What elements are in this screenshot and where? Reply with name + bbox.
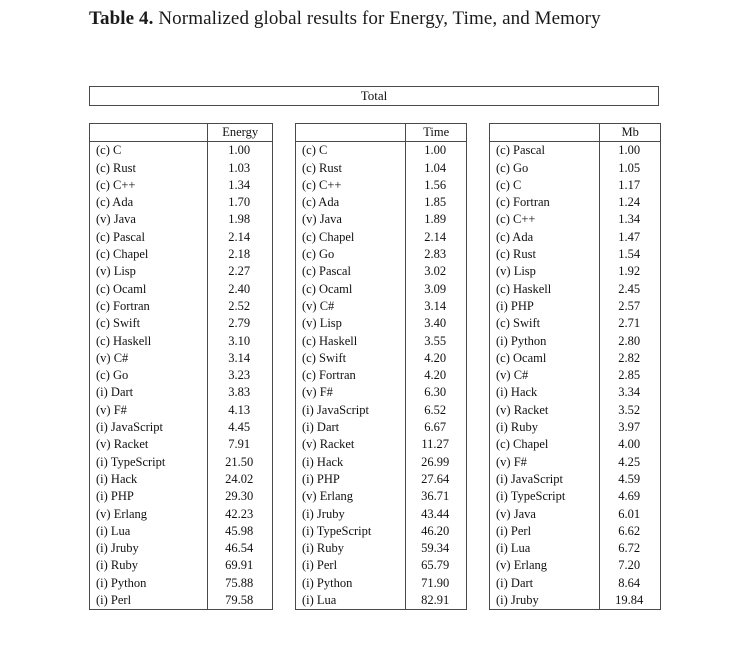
table-row — [490, 211, 660, 228]
table-row — [490, 454, 660, 471]
value-cell: 4.45 — [228, 420, 251, 435]
time-table — [295, 123, 467, 610]
language-cell: (i) JavaScript — [90, 419, 208, 436]
table-row — [490, 298, 660, 315]
value-cell: 43.44 — [421, 506, 450, 521]
value-cell: 3.55 — [424, 333, 447, 348]
language-cell: (c) Fortran — [296, 367, 406, 384]
value-cell: 46.20 — [421, 523, 450, 538]
value-cell: 45.98 — [225, 523, 254, 538]
value-cell: 1.92 — [618, 264, 641, 279]
language-cell: (c) Fortran — [90, 298, 208, 315]
value-cell: 6.62 — [618, 523, 641, 538]
value-cell: 26.99 — [421, 454, 450, 469]
value-cell: 4.20 — [424, 350, 447, 365]
value-cell: 36.71 — [421, 489, 450, 504]
language-cell: (i) PHP — [90, 488, 208, 505]
table-row — [490, 333, 660, 350]
language-cell: (c) Chapel — [90, 246, 208, 263]
table-row — [90, 419, 272, 436]
value-cell: 42.23 — [225, 506, 254, 521]
value-cell: 29.30 — [225, 489, 254, 504]
table-row — [296, 540, 466, 557]
language-cell: (i) Jruby — [490, 592, 600, 609]
table-row — [296, 298, 466, 315]
memory-table-grid — [490, 124, 660, 609]
value-cell: 71.90 — [421, 575, 450, 590]
language-cell: (c) Ocaml — [90, 281, 208, 298]
table-row — [490, 592, 660, 609]
value-cell: 4.25 — [618, 454, 641, 469]
value-cell: 2.14 — [228, 229, 251, 244]
table-row — [490, 229, 660, 246]
language-cell: (i) Dart — [296, 419, 406, 436]
language-cell: (i) Lua — [90, 523, 208, 540]
table-row — [296, 229, 466, 246]
table-row — [90, 142, 272, 160]
energy-table-head — [90, 124, 272, 142]
table-row — [490, 177, 660, 194]
table-row — [90, 592, 272, 609]
memory-table-body — [490, 142, 660, 610]
language-cell: (c) Haskell — [90, 333, 208, 350]
language-cell: (c) Swift — [490, 315, 600, 332]
time-value-column-header: Time — [406, 124, 466, 142]
table-row — [490, 350, 660, 367]
table-row — [296, 419, 466, 436]
value-cell: 4.69 — [618, 489, 641, 504]
value-cell: 3.40 — [424, 316, 447, 331]
value-cell: 1.89 — [424, 212, 447, 227]
language-cell: (i) TypeScript — [90, 454, 208, 471]
value-cell: 2.57 — [618, 298, 641, 313]
table-row — [296, 367, 466, 384]
time-table-head — [296, 124, 466, 142]
language-cell: (c) Haskell — [490, 281, 600, 298]
language-cell: (c) C — [490, 177, 600, 194]
value-cell: 2.18 — [228, 247, 251, 262]
value-cell: 79.58 — [225, 593, 254, 608]
language-cell: (i) Ruby — [296, 540, 406, 557]
language-cell: (c) Rust — [90, 160, 208, 177]
table-row — [296, 160, 466, 177]
table-row — [90, 402, 272, 419]
value-cell: 1.34 — [228, 177, 251, 192]
table-row — [296, 506, 466, 523]
language-cell: (c) C — [296, 142, 406, 160]
table-row — [90, 367, 272, 384]
value-cell: 75.88 — [225, 575, 254, 590]
language-cell: (c) Pascal — [296, 263, 406, 280]
language-cell: (c) Chapel — [296, 229, 406, 246]
table-row — [296, 333, 466, 350]
table-header-row — [490, 124, 660, 142]
language-cell: (i) TypeScript — [296, 523, 406, 540]
value-cell: 4.00 — [618, 437, 641, 452]
table-row — [296, 592, 466, 609]
language-cell: (i) Dart — [90, 384, 208, 401]
value-cell: 6.01 — [618, 506, 641, 521]
table-caption-text: Normalized global results for Energy, Time, and Memory — [153, 8, 601, 29]
language-cell: (v) C# — [490, 367, 600, 384]
table-row — [296, 436, 466, 453]
value-cell: 1.85 — [424, 195, 447, 210]
language-cell: (c) Go — [90, 367, 208, 384]
value-cell: 3.83 — [228, 385, 251, 400]
value-cell: 1.05 — [618, 160, 641, 175]
table-row — [296, 315, 466, 332]
table-row — [90, 160, 272, 177]
value-cell: 27.64 — [421, 471, 450, 486]
value-cell: 46.54 — [225, 541, 254, 556]
table-row — [490, 281, 660, 298]
value-cell: 3.14 — [424, 298, 447, 313]
language-cell: (c) Ocaml — [490, 350, 600, 367]
value-cell: 1.00 — [228, 143, 251, 158]
language-cell: (c) Haskell — [296, 333, 406, 350]
language-cell: (v) Java — [490, 506, 600, 523]
value-cell: 3.52 — [618, 402, 641, 417]
table-row — [296, 246, 466, 263]
value-cell: 3.09 — [424, 281, 447, 296]
value-cell: 69.91 — [225, 558, 254, 573]
value-cell: 19.84 — [615, 593, 644, 608]
language-cell: (c) C — [90, 142, 208, 160]
language-cell: (i) Python — [90, 575, 208, 592]
table-row — [90, 177, 272, 194]
value-cell: 3.10 — [228, 333, 251, 348]
table-row — [296, 402, 466, 419]
language-cell: (c) Ada — [90, 194, 208, 211]
value-cell: 2.85 — [618, 368, 641, 383]
language-cell: (i) Jruby — [296, 506, 406, 523]
value-cell: 4.20 — [424, 368, 447, 383]
table-row — [90, 454, 272, 471]
table-row — [490, 575, 660, 592]
language-cell: (v) Java — [90, 211, 208, 228]
table-row — [90, 506, 272, 523]
language-cell: (v) F# — [90, 402, 208, 419]
memory-table — [489, 123, 661, 610]
language-cell: (v) Racket — [490, 402, 600, 419]
language-cell: (i) TypeScript — [490, 488, 600, 505]
table-row — [490, 506, 660, 523]
memory-value-column-header: Mb — [600, 124, 660, 142]
table-row — [90, 333, 272, 350]
table-row — [296, 454, 466, 471]
table-row — [90, 194, 272, 211]
table-row — [490, 523, 660, 540]
energy-table-grid — [90, 124, 272, 609]
language-cell: (i) Hack — [296, 454, 406, 471]
table-row — [490, 488, 660, 505]
language-cell: (c) Pascal — [90, 229, 208, 246]
language-cell: (c) Go — [490, 160, 600, 177]
table-row — [490, 436, 660, 453]
language-cell: (i) Hack — [90, 471, 208, 488]
value-cell: 24.02 — [225, 471, 254, 486]
value-cell: 59.34 — [421, 541, 450, 556]
language-cell: (c) Ada — [490, 229, 600, 246]
language-cell: (v) Erlang — [90, 506, 208, 523]
value-cell: 1.47 — [618, 229, 641, 244]
language-cell: (c) Rust — [296, 160, 406, 177]
language-cell: (i) Python — [296, 575, 406, 592]
table-row — [490, 160, 660, 177]
value-cell: 1.54 — [618, 247, 641, 262]
table-header-row — [296, 124, 466, 142]
value-cell: 4.13 — [228, 402, 251, 417]
value-cell: 2.80 — [618, 333, 641, 348]
table-row — [296, 263, 466, 280]
table-row — [490, 315, 660, 332]
table-row — [90, 211, 272, 228]
table-row — [296, 575, 466, 592]
time-language-column-header — [296, 124, 406, 142]
language-cell: (v) Lisp — [296, 315, 406, 332]
language-cell: (v) Erlang — [490, 557, 600, 574]
value-cell: 6.30 — [424, 385, 447, 400]
language-cell: (i) Ruby — [90, 557, 208, 574]
table-row — [296, 177, 466, 194]
value-cell: 2.45 — [618, 281, 641, 296]
language-cell: (v) Java — [296, 211, 406, 228]
table-row — [490, 263, 660, 280]
language-cell: (v) F# — [296, 384, 406, 401]
value-cell: 7.91 — [228, 437, 251, 452]
language-cell: (c) Go — [296, 246, 406, 263]
total-header-bar — [89, 86, 659, 106]
value-cell: 2.82 — [618, 350, 641, 365]
language-cell: (i) JavaScript — [296, 402, 406, 419]
language-cell: (i) Lua — [490, 540, 600, 557]
language-cell: (i) Perl — [90, 592, 208, 609]
memory-language-column-header — [490, 124, 600, 142]
language-cell: (c) C++ — [296, 177, 406, 194]
value-cell: 1.00 — [424, 143, 447, 158]
value-cell: 1.98 — [228, 212, 251, 227]
value-cell: 4.59 — [618, 471, 641, 486]
energy-language-column-header — [90, 124, 208, 142]
language-cell: (i) PHP — [296, 471, 406, 488]
value-cell: 2.83 — [424, 247, 447, 262]
value-cell: 6.52 — [424, 402, 447, 417]
table-row — [90, 384, 272, 401]
table-row — [90, 471, 272, 488]
value-cell: 2.14 — [424, 229, 447, 244]
table-row — [90, 436, 272, 453]
memory-table-head — [490, 124, 660, 142]
language-cell: (v) Racket — [296, 436, 406, 453]
language-cell: (c) Swift — [296, 350, 406, 367]
table-row — [490, 402, 660, 419]
language-cell: (c) Fortran — [490, 194, 600, 211]
value-cell: 3.34 — [618, 385, 641, 400]
energy-table — [89, 123, 273, 610]
language-cell: (i) JavaScript — [490, 471, 600, 488]
total-header-label: Total — [360, 88, 388, 103]
language-cell: (c) C++ — [490, 211, 600, 228]
table-row — [90, 350, 272, 367]
table-row — [296, 557, 466, 574]
value-cell: 11.27 — [421, 437, 450, 452]
table-row — [490, 194, 660, 211]
table-row — [296, 194, 466, 211]
value-cell: 3.23 — [228, 368, 251, 383]
table-caption-label: Table 4. — [89, 8, 154, 29]
table-row — [296, 281, 466, 298]
language-cell: (v) C# — [90, 350, 208, 367]
language-cell: (c) Swift — [90, 315, 208, 332]
value-cell: 1.04 — [424, 160, 447, 175]
value-cell: 7.20 — [618, 558, 641, 573]
time-table-body — [296, 142, 466, 610]
value-cell: 1.56 — [424, 177, 447, 192]
language-cell: (i) Lua — [296, 592, 406, 609]
value-cell: 3.97 — [618, 420, 641, 435]
language-cell: (c) Ocaml — [296, 281, 406, 298]
table-row — [296, 384, 466, 401]
table-row — [90, 488, 272, 505]
table-row — [90, 281, 272, 298]
table-row — [490, 540, 660, 557]
table-row — [296, 142, 466, 160]
value-cell: 21.50 — [225, 454, 254, 469]
language-cell: (i) PHP — [490, 298, 600, 315]
language-cell: (i) Python — [490, 333, 600, 350]
language-cell: (v) Erlang — [296, 488, 406, 505]
value-cell: 2.71 — [618, 316, 641, 331]
value-cell: 1.17 — [618, 177, 641, 192]
value-cell: 3.14 — [228, 350, 251, 365]
energy-value-column-header: Energy — [208, 124, 272, 142]
language-cell: (i) Jruby — [90, 540, 208, 557]
table-row — [90, 229, 272, 246]
value-cell: 2.27 — [228, 264, 251, 279]
value-cell: 2.52 — [228, 298, 251, 313]
language-cell: (i) Perl — [296, 557, 406, 574]
language-cell: (c) C++ — [90, 177, 208, 194]
value-cell: 2.79 — [228, 316, 251, 331]
value-cell: 82.91 — [421, 593, 450, 608]
energy-table-body — [90, 142, 272, 610]
language-cell: (v) Lisp — [90, 263, 208, 280]
table-row — [490, 557, 660, 574]
language-cell: (c) Ada — [296, 194, 406, 211]
table-caption — [89, 6, 689, 32]
table-row — [490, 419, 660, 436]
value-cell: 3.02 — [424, 264, 447, 279]
table-row — [296, 211, 466, 228]
language-cell: (i) Ruby — [490, 419, 600, 436]
table-row — [90, 557, 272, 574]
table-row — [490, 246, 660, 263]
value-cell: 6.67 — [424, 420, 447, 435]
time-table-grid — [296, 124, 466, 609]
table-row — [296, 523, 466, 540]
language-cell: (c) Chapel — [490, 436, 600, 453]
value-cell: 1.70 — [228, 195, 251, 210]
language-cell: (v) Racket — [90, 436, 208, 453]
results-tables-container — [89, 123, 661, 610]
language-cell: (i) Dart — [490, 575, 600, 592]
value-cell: 1.03 — [228, 160, 251, 175]
table-row — [490, 367, 660, 384]
table-row — [490, 142, 660, 160]
table-row — [296, 488, 466, 505]
table-row — [90, 540, 272, 557]
table-row — [90, 575, 272, 592]
table-row — [90, 523, 272, 540]
value-cell: 1.00 — [618, 143, 641, 158]
table-row — [90, 315, 272, 332]
language-cell: (c) Rust — [490, 246, 600, 263]
table-row — [490, 384, 660, 401]
language-cell: (c) Pascal — [490, 142, 600, 160]
table-row — [490, 471, 660, 488]
table-row — [296, 471, 466, 488]
value-cell: 8.64 — [618, 575, 641, 590]
language-cell: (v) F# — [490, 454, 600, 471]
language-cell: (v) Lisp — [490, 263, 600, 280]
language-cell: (i) Hack — [490, 384, 600, 401]
table-row — [90, 263, 272, 280]
table-row — [90, 298, 272, 315]
value-cell: 1.24 — [618, 195, 641, 210]
table-row — [90, 246, 272, 263]
table-row — [296, 350, 466, 367]
value-cell: 6.72 — [618, 541, 641, 556]
value-cell: 2.40 — [228, 281, 251, 296]
language-cell: (i) Perl — [490, 523, 600, 540]
value-cell: 1.34 — [618, 212, 641, 227]
value-cell: 65.79 — [421, 558, 450, 573]
table-header-row — [90, 124, 272, 142]
language-cell: (v) C# — [296, 298, 406, 315]
